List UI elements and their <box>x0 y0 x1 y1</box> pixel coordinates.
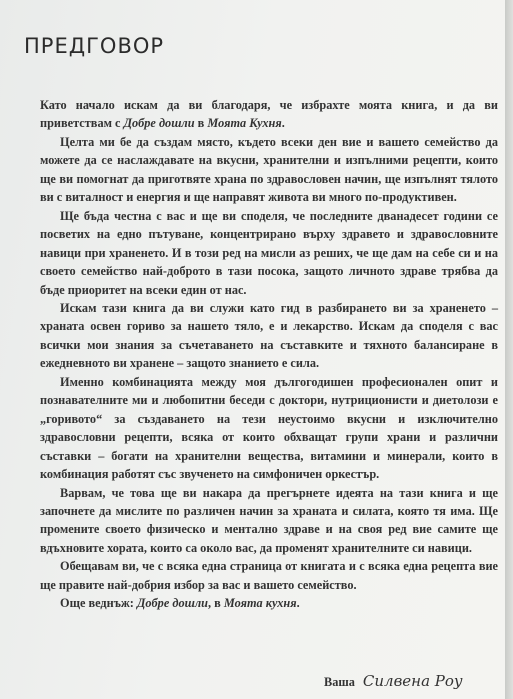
paragraph-text: . <box>281 116 285 131</box>
paragraph-text: , в <box>208 596 224 611</box>
italic-title: Добре дошли <box>123 116 195 131</box>
page-edge <box>505 0 513 699</box>
paragraph-text: Целта ми бе да създам място, където всеки ден вие и вашето семейство да можете да се наслаждавате на вкусни, хранителни и изпълними рецепти, които ще ви помогнат да приготвяте храна по здравословен начин, ще изпълнят тялото ви с виталност и енергия и ще направят живота ви много по-продуктивен. <box>40 134 498 205</box>
preface-body <box>40 96 498 613</box>
preface-paragraph <box>40 96 498 133</box>
page-title: ПРЕДГОВОР <box>24 34 165 58</box>
italic-title: Моята Кухня <box>207 116 282 131</box>
paragraph-text: Варвам, че това ще ви накара да прегърнете идеята на тази книга и ще започнете да мислите по различен начин за храната и силата, която тя има. Ще промените своето физическо и ментално здраве и на своя ред вие самите ще вдъхновите хората, които са около вас, да променят хранителните си навици. <box>40 485 498 555</box>
paragraph-text: Ще бъда честна с вас и ще ви споделя, че последните дванадесет години се посветих на едно пътуване, концентрирано върху здравето и здравословните навици при храненето. И в този ред на мисли аз реших, че ще дам на себе си и на своето семейство най-доброто в тази посока, защото личното здраве трябва да бъде приоритет на всеки един от нас. <box>40 208 498 297</box>
preface-paragraph <box>40 133 498 207</box>
author-signature: Силвена Роу <box>362 672 463 690</box>
paragraph-text: Искам тази книга да ви служи като гид в разбирането ви за храненето – храната освен гориво за нашето тяло, е и лекарство. Искам да споделя с вас всички мои знания за съчетаването на съставките и тяхното балансиране в ежедневното ви хранене – защото знанието е сила. <box>40 300 498 371</box>
preface-paragraph <box>40 207 498 299</box>
paragraph-text: Още веднъж: <box>60 596 137 611</box>
paragraph-text: Като начало искам да ви благодаря, че избрахте моята книга, и да ви приветствам с <box>40 98 498 131</box>
italic-title: Моята кухня <box>223 596 297 611</box>
preface-paragraph <box>40 594 498 612</box>
paragraph-text: в <box>194 116 208 131</box>
preface-paragraph <box>40 484 498 558</box>
signature <box>324 672 463 691</box>
paragraph-text: Обещавам ви, че с всяка една страница от книгата и с всяка една рецепта вие ще правите най-добрия избор за вас и вашето семейство. <box>40 559 498 592</box>
preface-paragraph <box>40 299 498 373</box>
signature-prefix: Ваша <box>324 675 355 689</box>
preface-paragraph <box>40 373 498 484</box>
preface-paragraph <box>40 557 498 594</box>
italic-title: Добре дошли <box>136 596 208 611</box>
paragraph-text: Именно комбинацията между моя дългогодишен професионален опит и познавателните ми и любопитни беседи с доктори, нутриционисти и диетолози е „горивото“ за създаването на тези неустоимо вкусни и изключително здравословни рецепти, всяка от които обхващат групи храни и различни съставки – богати на хранителни вещества, витамини и минерали, които в комбинация работят със звученето на симфоничен оркестър. <box>40 374 498 482</box>
paragraph-text: . <box>296 596 300 611</box>
